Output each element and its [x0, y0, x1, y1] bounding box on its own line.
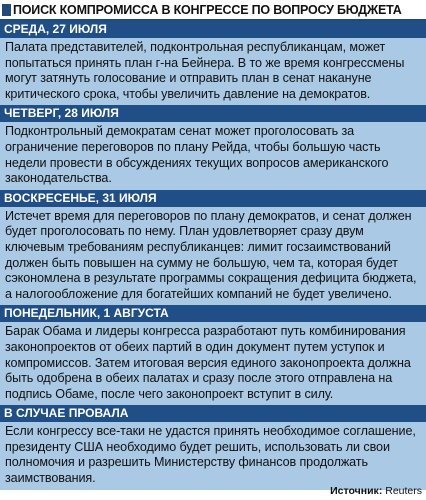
- page-title: ПОИСК КОМПРОМИССА В КОНГРЕССЕ ПО ВОПРОСУ БЮДЖЕТА: [13, 2, 402, 17]
- section-text: Истечет время для переговоров по плану демократов, и сенат должен будет проголосовать по нему. План удовлетворяет сразу двум ключевым требованиям республиканцев: лимит госзаимствований должен быть повышен на сумму не большую, чем та, которая будет сэкономлена в результате программы сокращения дефицита бюджета, а налогообложение для богатейших компаний не будет увеличено.: [5, 208, 417, 301]
- source-credit: [330, 485, 422, 497]
- timeline-section-1: [0, 21, 426, 105]
- timeline-section-4: [0, 305, 426, 405]
- timeline-section-3: [0, 190, 426, 306]
- timeline-section-5: [0, 405, 426, 489]
- timeline-section-2: [0, 105, 426, 189]
- section-date: ВОСКРЕСЕНЬЕ, 31 ИЮЛЯ: [0, 190, 426, 207]
- section-text: Барак Обама и лидеры конгресса разработают путь комбинирования законопроектов от обеих партий в один документ путем уступок и компромиссов. Затем итоговая версия единого законопроекта должна быть одобрена в обеих палатах и сразу после этого отправлена на подпись Обаме, после чего законопроект вступит в силу.: [5, 324, 411, 401]
- section-text: Палата представителей, подконтрольная республиканцам, может попытаться принять план г-на Бейнера. В то же время конгрессмены могут затянуть голосование и отправить план в сенат накануне критического срока, чтобы увеличить давление на демократов.: [5, 40, 405, 101]
- section-date: ЧЕТВЕРГ, 28 ИЮЛЯ: [0, 105, 426, 122]
- title-bar: [0, 0, 426, 21]
- section-date: ПОНЕДЕЛЬНИК, 1 АВГУСТА: [0, 305, 426, 322]
- title-marker-icon: [2, 4, 11, 16]
- source-label: Источник:: [330, 485, 383, 497]
- section-date: СРЕДА, 27 ИЮЛЯ: [0, 21, 426, 38]
- section-text: Подконтрольный демократам сенат может проголосовать за ограничение переговоров по плану Рейда, чтобы большую часть недели провести в обсуждениях текущих вопросов американского законодательства.: [5, 124, 389, 186]
- section-date: В СЛУЧАЕ ПРОВАЛА: [0, 405, 426, 422]
- section-text: Если конгрессу все-таки не удастся принять необходимое соглашение, президенту США необходимо будет решить, использовать ли свои полномочия и разрешить Министерству финансов продолжать заимствования.: [5, 424, 416, 486]
- source-value: Reuters: [385, 485, 422, 497]
